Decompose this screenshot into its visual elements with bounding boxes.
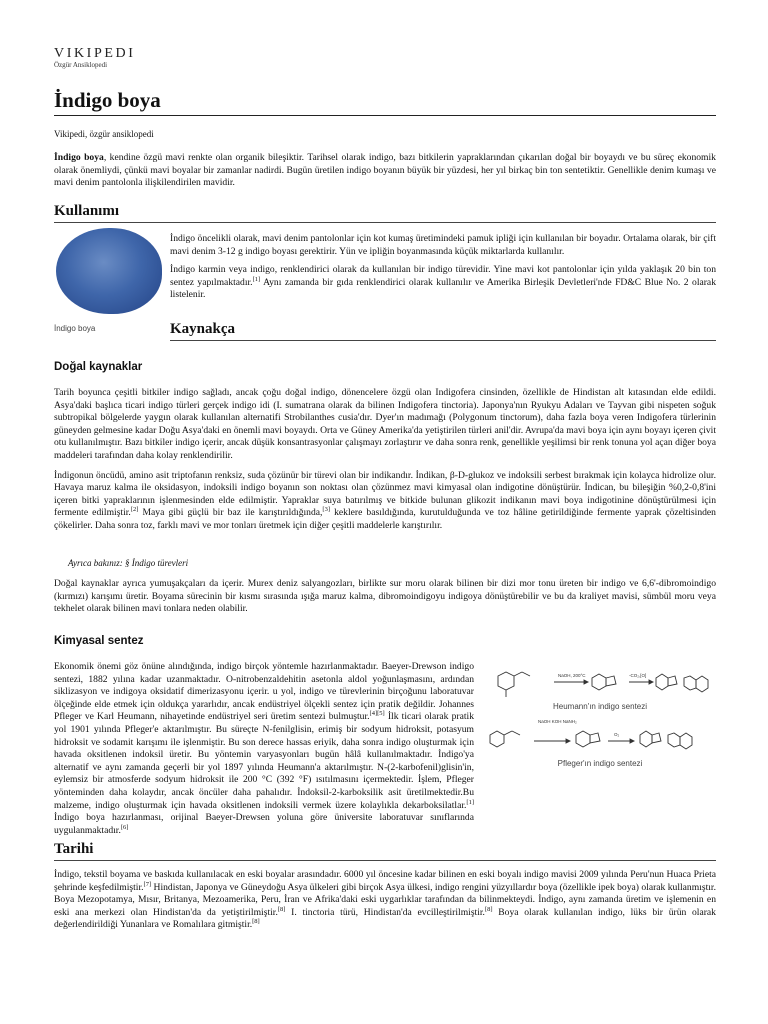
ref-link[interactable]: [3] <box>322 506 331 514</box>
pfleger-caption: Pfleger'ın indigo sentezi <box>557 759 643 768</box>
ref-link[interactable]: [7] <box>143 880 152 888</box>
tarihi-paragraph-1 <box>54 869 716 932</box>
heading-tarihi: Tarihi <box>54 840 716 861</box>
indigo-powder-image[interactable] <box>56 228 162 314</box>
page-title: İndigo boya <box>54 88 716 116</box>
ref-link[interactable]: [8] <box>252 918 260 926</box>
ref-link[interactable]: [6] <box>120 823 129 831</box>
page-tagline: Vikipedi, özgür ansiklopedi <box>54 129 154 139</box>
ref-link[interactable]: [8] <box>277 905 286 913</box>
pfleger-reagent-2: O₂ <box>614 732 620 737</box>
kimyasal-p1-mid: İlk ticari olarak pratik yol 1901 yılında Pfleger'e aktarılmıştır. Bu süreçte N-fenilglisin, erimiş bir sodyum hidroksit, potasyum hidroksit ve sodamit karışımı ile işlenmiştir. Bu son derece hassas eriyik, daha sonra indigo oluşturmak için havada oksitlenen indoksil üretir. Bu yöntemin varyasyonları bugün hâlâ kullanılmaktadır. İndigo'ya alternatif ve aynı zamanda geçerli bir yol 1897 yılında Heumann'a aktarılmıştır. N-(2-karbofenil)glisin'in, eylemsiz bir atmosferde sodyum hidroksit ile 200 °C (392 °F) ısıtılmasını içermektedir. İşlem, Pfleger yönteminden daha kolaydır, ancak öncüler daha pahalıdır. İndoksil-2-karboksilik asit üretilmektedir.Bu malzeme, indigo oluşturmak için havada oksitlenen indoksili vermek üzere kolaylıkla dekarboksilatlar. <box>54 711 475 811</box>
kullanim-paragraph-1: İndigo öncelikli olarak, mavi denim pantolonlar için kot kumaş üretimindeki pamuk ipliği için kullanılan bir boyadır. Ortalama olarak, bir çift mavi denim 3-12 g indigo boyası gerektirir. Yün ve ipliğin boyanmasında küçük miktarlarda kullanılır. <box>170 233 716 257</box>
intro-text: , kendine özgü mavi renkte olan organik bileşiktir. Tarihsel olarak indigo, bazı bitkilerin yapraklarından çıkarılan doğal bir boyaydı ve bu süreç ekonomik olarak önemliydi, çünkü mavi boyalar bir zamanlar nadirdi. Bugün üretilen indigo boyanın büyük bir yüzdesi, her yıl birkaç bin ton sentetiktir. Genellikle denim kumaşı ve mavi denim pantolonla ilişkilendirilen mavidir. <box>54 152 716 189</box>
ref-link[interactable]: [1] <box>466 798 474 806</box>
tarihi-text <box>54 869 716 932</box>
ref-link[interactable]: [1] <box>252 275 261 283</box>
heumann-reagent-2: -CO₂,[O] <box>629 673 647 678</box>
heumann-synthesis-diagram[interactable] <box>484 664 716 702</box>
pfleger-synthesis-diagram[interactable] <box>484 715 716 759</box>
tarihi-p1-mid2: I. tinctoria türü, Hindistan'da evcilleştirilmiştir. <box>285 906 485 918</box>
site-logo[interactable] <box>54 46 135 69</box>
tarihi-p1-mid3: Boya olarak kullanılan indigo, lüks bir ürün olarak değerlendirildiği Yunanlara ve Romalılara gitmiştir. <box>54 906 716 931</box>
heumann-caption: Heumann'ın indigo sentezi <box>552 702 648 711</box>
kullanim-p2-tail: Aynı zamanda bir gıda renklendirici olarak kullanılır ve Amerika Birleşik Devletleri'nde FD&C Blue No. 2 olarak listelenir. <box>170 276 716 301</box>
dogal-paragraph-1: Tarih boyunca çeşitli bitkiler indigo sağladı, ancak çoğu doğal indigo, dönencelere özgü olan Indigofera cinsinden, özellikle de Hindistan alt kıtasından elde edildi. Asya'daki başlıca ticari indigo türleri gerçek indigo idi (I. sumatrana olarak da bilinen Indigofera tinctoria). Japonya'nın Ryukyu Adaları ve Tayvan gibi nispeten soğuk subtropikal bölgelerde yaygın olarak kullanılan alternatifi Strobilanthes cusia'dır. Dyer'ın madımağı (Polygonum tinctorum), daha fazla boya veren Indigofera türlerinin güneyden gelmesine kadar Doğu Asya'daki en önemli mavi boyaydı. Orta ve Güney Amerika'da yetiştirilen türleri anil'dir. Avrupa'da mavi boya için aynı boyayı içeren çivit otu kullanılmıştır. Bazı bitkiler indigo içerir, ancak düşük konsantrasyonlar çalışmayı zorlaştırır ve daha sonra renk, genellikle yeşilimsi bir renk tonuna yol açan diğer boya maddeleri tarafından daha kolay renklendirilir. <box>54 387 716 461</box>
logo-subtitle: Özgür Ansiklopedi <box>54 61 108 69</box>
dogal-text <box>54 387 716 533</box>
ref-link[interactable]: [2] <box>130 506 139 514</box>
kullanim-text <box>170 233 716 302</box>
kimyasal-paragraph-1 <box>54 661 474 837</box>
ref-link[interactable]: [4][5] <box>369 710 385 718</box>
indigo-image-figure[interactable] <box>54 228 162 333</box>
dogal-text-2 <box>54 578 716 616</box>
kullanim-paragraph-2 <box>170 264 716 302</box>
see-also-link[interactable]: Ayrıca bakınız: § İndigo türevleri <box>68 558 189 568</box>
heumann-reagent-1: NaOH, 200°C <box>558 673 586 678</box>
pfleger-reagent-1: NaOH KOH NaNH₂ <box>538 719 577 724</box>
heading-dogal-kaynaklar: Doğal kaynaklar <box>54 361 143 373</box>
heading-kaynakca: Kaynakça <box>170 320 716 341</box>
intro-paragraph <box>54 152 716 190</box>
kimyasal-p1-mid2: İndigo boya hazırlanması, orijinal Baeyer-Drewsen yoluna göre üniversite laboratuvar sınıflarında uygulanmaktadır. <box>54 812 474 836</box>
dogal-p2-mid: Maya gibi güçlü bir baz ile karıştırıldığında, <box>138 507 323 519</box>
synthesis-figures <box>484 664 716 768</box>
dogal-paragraph-3: Doğal kaynaklar ayrıca yumuşakçaları da içerir. Murex deniz salyangozları, birlikte sur moru olarak bilinen bir dizi mor tonu üreten bir indigo ve 6,6'-dibromoindigo (kırmızı) karışımı üretir. Boyama sürecinin bir kısmı sırasında ışığa maruz kalma, dibromoindigoyu indigoya dönüştürebilir ve bu da kraliyet mavisi, sümbül moru veya tekhelet olarak bilinen mavi tonlara neden olabilir. <box>54 578 716 615</box>
logo-wordmark: VIKIPEDI <box>54 46 136 61</box>
kullanim-p2-text: İndigo karmin veya indigo, renklendirici olarak da kullanılan bir indigo türevidir. Yine mavi kot pantolonlar için yılda yaklaşık 20 bin ton sentez yapılmaktadır. <box>170 264 716 288</box>
kimyasal-p1-text: Ekonomik önemi göz önüne alındığında, indigo birçok yöntemle hazırlanmaktadır. Baeyer-Drewson indigo sentezi, 1882 yılına kadar uzanmaktadır. O-nitrobenzaldehitin asetonla aldol yoğunlaşmasını, ardından siklizasyon ve indigoya oksidatif dimerizasyonu içerir. u yol, indigo ve türevlerinin birçoğunu laboratuvar ölçeğinde elde etmek için oldukça yararlıdır, ancak endüstriyel ölçekli sentez için pratik değildir. Johannes Pfleger ve Karl Heumann, nihayetinde endüstriyel seri üretim sentezi bulmuştur. <box>54 661 474 723</box>
dogal-paragraph-2 <box>54 470 716 533</box>
kimyasal-text <box>54 661 474 837</box>
dogal-p2-text: İndigonun öncüdü, amino asit triptofanın renksiz, suda çözünür bir türevi olan bir indikandır. İndikan, β-D-glukoz ve indoksili serbest bırakmak için kolayca hidrolize olur. Havaya maruz kalma ile oksidasyon, indoksili indigo boyanın son noktası olan çözünmez mavi kimyasal olan indigotine dönüştürür. İndican, bu bileşiğin %0,2-0,8'ini içeren bitki yapraklarının işlenmesinden elde edilmiştir. Yapraklar suya batırılmış ve bitkide bulunan glikozit indikanın mavi boya indigotinine dönüştürülmesi için fermente edilmiştir. <box>54 469 716 519</box>
dogal-p2-tail: keklere basıldığında, kurutulduğunda ve toz hâline getirildiğinde fermente yaprak çözeltisinden çökelirler. Daha sonra toz, farklı mavi ve mor tonları üretmek için diğer çeşitli maddelerle karıştırılır. <box>54 507 716 531</box>
heading-kullanim: Kullanımı <box>54 202 716 223</box>
image-caption: İndigo boya <box>54 324 96 333</box>
heading-kimyasal-sentez: Kimyasal sentez <box>54 635 144 647</box>
tarihi-p1-mid: Hindistan, Japonya ve Güneydoğu Asya ülkeleri gibi birçok Asya ülkesi, indigo rengini yüzyıllardır boya (özellikle ipek boya) olarak kullanmıştır. Boya Mezopotamya, Mısır, Britanya, Mezoamerika, Peru, İran ve Afrika'daki eski uygarlıklar tarafından da bilinmekteydi. İndigo, aynı zamanda üretim ve işlemenin en eski ana merkezi olan Hindistan'da da yetiştirilmiştir. <box>54 881 716 918</box>
ref-link[interactable]: [8] <box>484 905 493 913</box>
intro-bold-term: İndigo boya <box>54 152 104 163</box>
tarihi-p1-text: İndigo, tekstil boyama ve baskıda kullanılacak en eski boyalar arasındadır. 6000 yıl öncesine kadar bilinen en eski boyalı indigo mavisi 2009 yılında Peru'nun Huaca Prieta şehrinde keşfedilmiştir. <box>54 869 716 893</box>
